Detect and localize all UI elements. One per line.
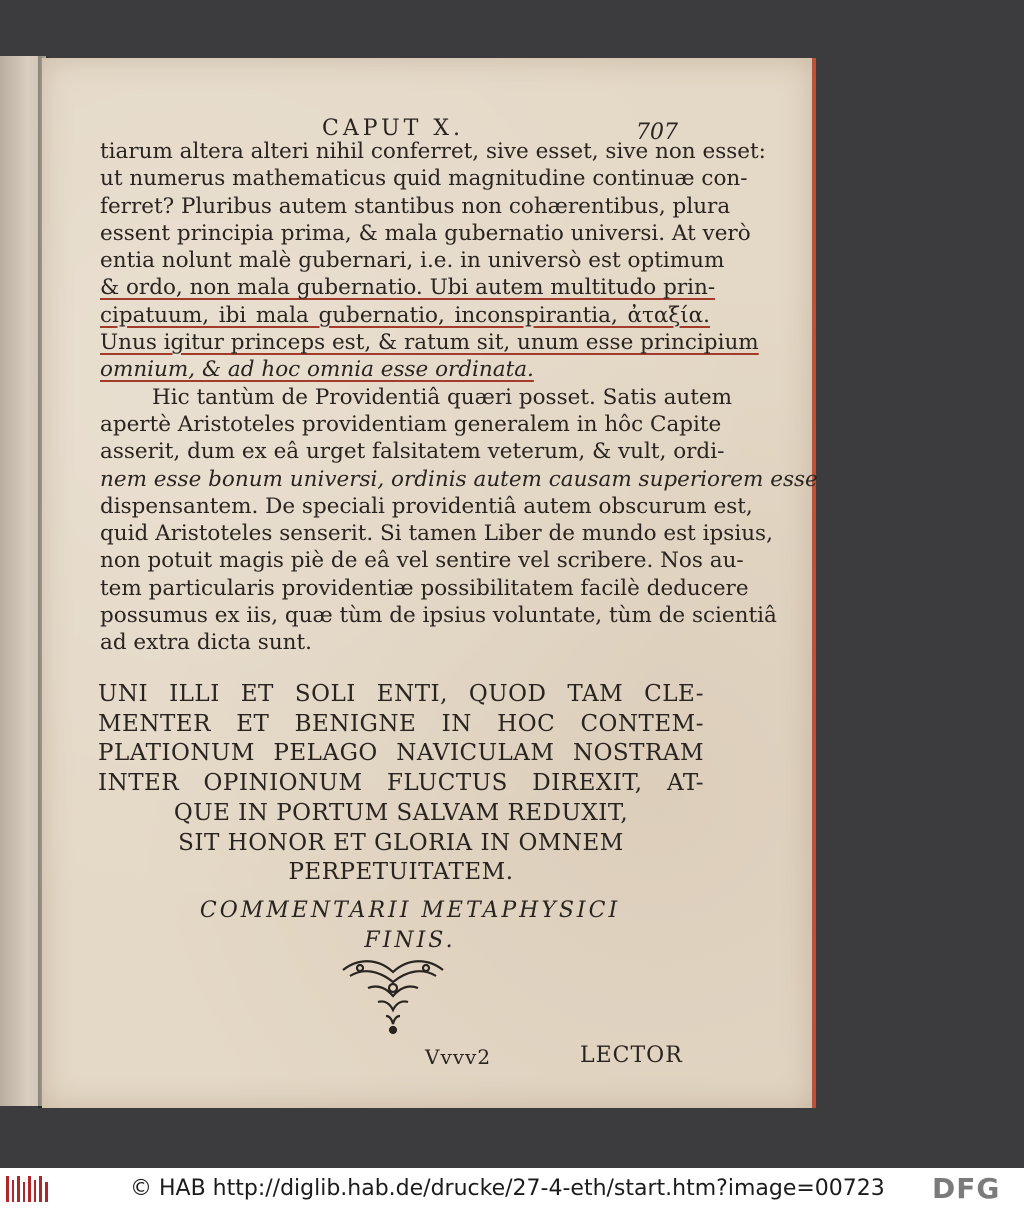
text-line: omnium, & ad hoc omnia esse ordinata. bbox=[100, 357, 534, 383]
caps-line: MENTER ET BENIGNE IN HOC CONTEM- bbox=[98, 710, 704, 737]
text-line: Hic tantùm de Providentiâ quæri posset. Satis autem bbox=[152, 384, 733, 410]
text-line: tiarum altera alteri nihil conferret, sive esset, sive non esset: bbox=[100, 139, 766, 164]
text-line: nem esse bonum universi, ordinis autem causam superiorem esse bbox=[100, 466, 818, 492]
text-line: ferret? Pluribus autem stantibus non cohærentibus, plura bbox=[100, 193, 731, 219]
text-line: possumus ex iis, quæ tùm de ipsius voluntate, tùm de scientiâ bbox=[100, 603, 777, 629]
running-header: CAPUT X. bbox=[322, 116, 464, 141]
finis-block bbox=[150, 896, 670, 956]
finis-word: FINIS. bbox=[364, 928, 456, 953]
caps-line: INTER OPINIONUM FLUCTUS DIREXIT, AT- bbox=[98, 770, 704, 797]
text-line: quid Aristoteles senserit. Si tamen Liber de mundo est ipsius, bbox=[100, 521, 773, 547]
text-line: & ordo, non mala gubernatio. Ubi autem multitudo prin- bbox=[100, 275, 716, 301]
text-line: ad extra dicta sunt. bbox=[100, 630, 313, 656]
text-line: apertè Aristoteles providentiam generalem in hôc Capite bbox=[100, 411, 722, 437]
caps-line: QUE IN PORTUM SALVAM REDUXIT, bbox=[173, 799, 629, 826]
text-line: Unus igitur princeps est, & ratum sit, unum esse principium bbox=[100, 330, 759, 356]
text-line: essent principia prima, & mala gubernatio universi. At verò bbox=[100, 220, 751, 246]
text-line: dispensantem. De speciali providentiâ autem obscurum est, bbox=[100, 493, 753, 519]
caps-line: PERPETUITATEM. bbox=[288, 859, 514, 886]
footer-bar bbox=[0, 1168, 1024, 1209]
caps-line: SIT HONOR ET GLORIA IN OMNEM bbox=[178, 829, 624, 856]
text-line: entia nolunt malè gubernari, i.e. in universò est optimum bbox=[100, 248, 725, 274]
caps-line: UNI ILLI ET SOLI ENTI, QUOD TAM CLE- bbox=[98, 681, 704, 707]
source-url-link[interactable]: © HAB http://diglib.hab.de/drucke/27-4-eth/start.htm?image=00723 bbox=[130, 1176, 885, 1201]
finis-title: COMMENTARII METAPHYSICI bbox=[199, 898, 621, 923]
text-line: asserit, dum ex eâ urget falsitatem veterum, & vult, ordi- bbox=[100, 439, 725, 465]
body-text bbox=[100, 138, 818, 657]
text-line: non potuit magis piè de eâ vel sentire vel scribere. Nos au- bbox=[100, 548, 744, 574]
catchword: LECTOR bbox=[580, 1043, 683, 1068]
tailpiece-ornament-icon bbox=[338, 958, 448, 1038]
caps-line: PLATIONUM PELAGO NAVICULAM NOSTRAM bbox=[98, 740, 704, 767]
text-line: tem particularis providentiæ possibilitatem facilè deducere bbox=[100, 575, 749, 601]
signature-mark: Vvvv2 bbox=[425, 1045, 492, 1069]
text-line: ut numerus mathematicus quid magnitudine continuæ con- bbox=[100, 166, 748, 192]
dedication-block bbox=[98, 680, 704, 888]
text-line: cipatuum, ibi mala gubernatio, inconspirantia, ἀταξία. bbox=[100, 302, 710, 328]
dfg-logo[interactable]: DFG bbox=[932, 1172, 1001, 1205]
page-number: 707 bbox=[636, 120, 678, 145]
library-barcode-logo-icon[interactable] bbox=[6, 1174, 50, 1204]
